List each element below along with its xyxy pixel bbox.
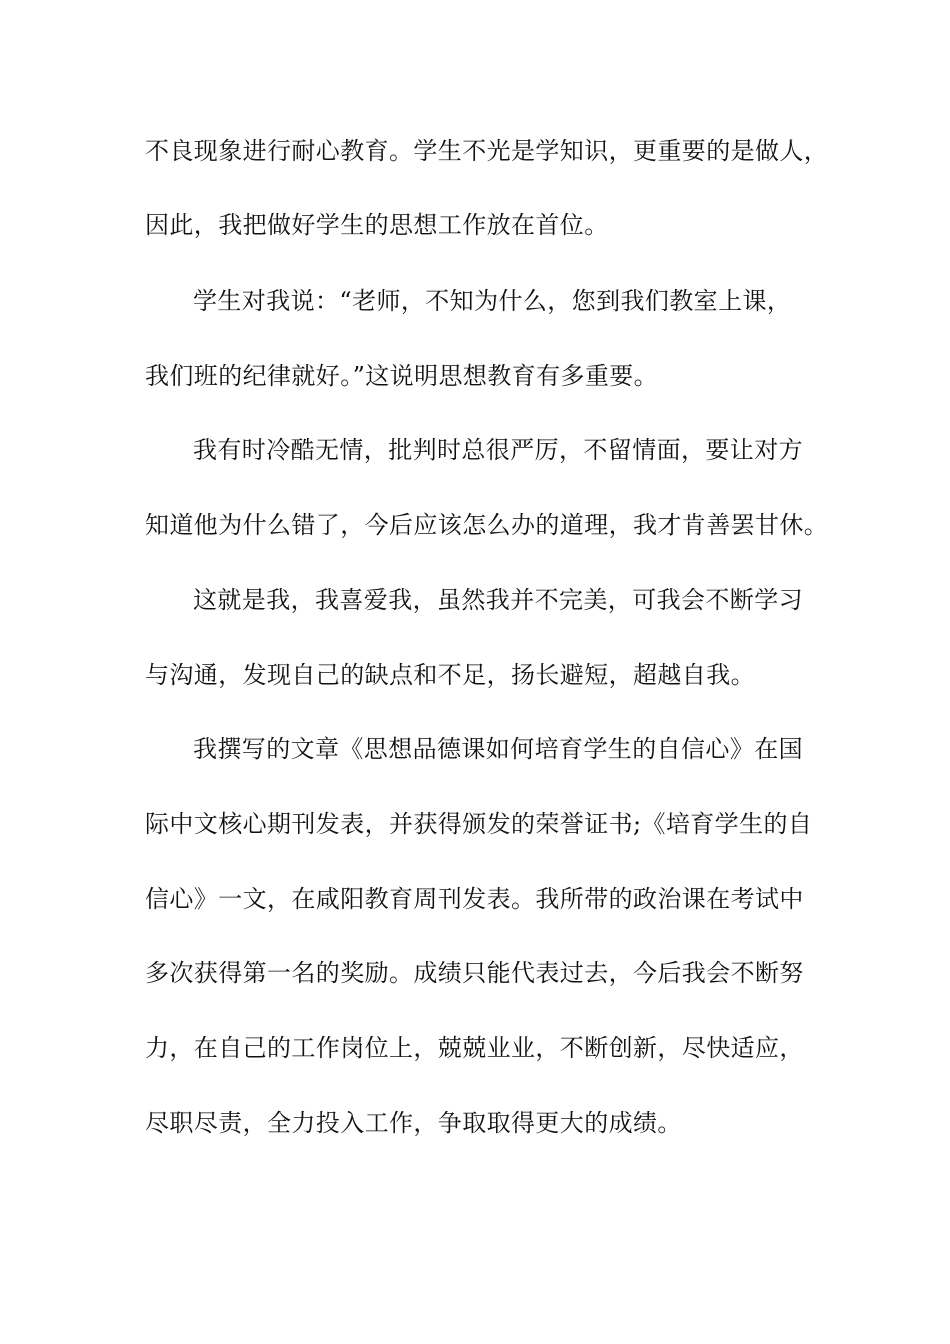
text-line-11: 信心》一文，在咸阳教育周刊发表。我所带的政治课在考试中 (145, 885, 804, 913)
text-line-5: 我有时冷酷无情，批判时总很严厉，不留情面，要让对方 (193, 436, 803, 464)
text-line-14: 尽职尽责，全力投入工作，争取取得更大的成绩。 (145, 1109, 682, 1137)
text-line-13: 力，在自己的工作岗位上，兢兢业业，不断创新，尽快适应， (145, 1034, 804, 1062)
text-line-1: 不良现象进行耐心教育。学生不光是学知识，更重要的是做人， (145, 137, 829, 165)
text-line-10: 际中文核心期刊发表，并获得颁发的荣誉证书;《培育学生的自 (145, 810, 813, 838)
text-line-3: 学生对我说：“老师，不知为什么，您到我们教室上课， (193, 287, 792, 315)
text-line-8: 与沟通，发现自己的缺点和不足，扬长避短，超越自我。 (145, 661, 755, 689)
text-line-7: 这就是我，我喜爱我，虽然我并不完美，可我会不断学习 (193, 586, 803, 614)
text-line-6: 知道他为什么错了，今后应该怎么办的道理，我才肯善罢甘休。 (145, 511, 829, 539)
text-line-12: 多次获得第一名的奖励。成绩只能代表过去，今后我会不断努 (145, 959, 804, 987)
text-line-4: 我们班的纪律就好。”这说明思想教育有多重要。 (145, 362, 659, 390)
text-line-9: 我撰写的文章《思想品德课如何培育学生的自信心》在国 (193, 735, 803, 763)
text-line-2: 因此，我把做好学生的思想工作放在首位。 (145, 211, 609, 239)
